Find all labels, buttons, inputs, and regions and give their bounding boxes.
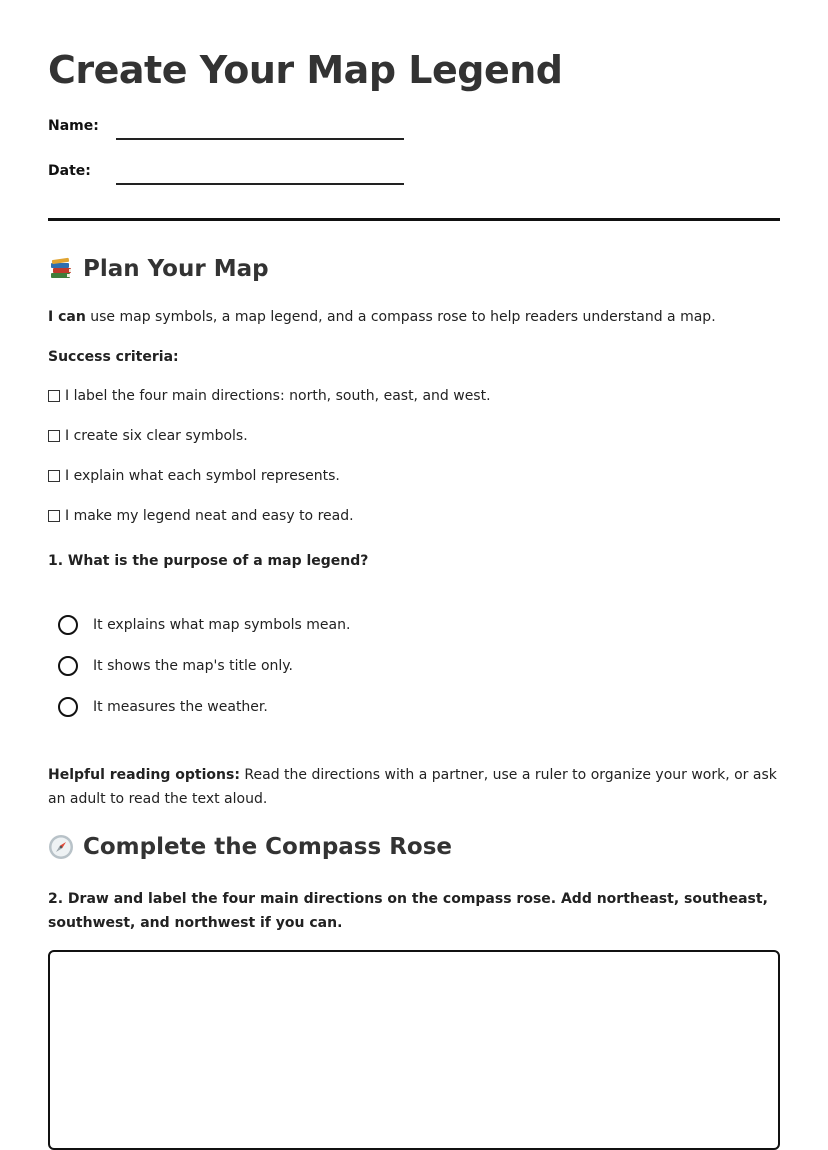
criteria-checkbox[interactable] — [48, 470, 60, 482]
question-2-prompt: 2. Draw and label the four main directions on the compass rose. Add northeast, southeast, southwest, and northwest if you can. — [48, 891, 768, 931]
criteria-item[interactable] — [48, 508, 354, 524]
helpful-reading-note — [48, 763, 780, 811]
compass-heading-text: Complete the Compass Rose — [83, 834, 452, 860]
criteria-text: I create six clear symbols. — [65, 428, 248, 444]
header-divider — [48, 218, 780, 221]
helpful-text: Read the directions with a partner, use a ruler to organize your work, or ask an adult to read the text aloud. — [48, 767, 777, 807]
compass-section-heading — [48, 834, 452, 860]
radio-button[interactable] — [58, 615, 78, 635]
date-label: Date: — [48, 163, 91, 179]
objective-lead: I can — [48, 309, 86, 325]
success-criteria-label: Success criteria: — [48, 349, 179, 365]
question-1-prompt: 1. What is the purpose of a map legend? — [48, 553, 369, 569]
answer-option[interactable] — [58, 697, 268, 717]
objective-statement — [48, 305, 780, 329]
criteria-checkbox[interactable] — [48, 510, 60, 522]
option-text: It explains what map symbols mean. — [93, 617, 351, 633]
criteria-item[interactable] — [48, 468, 340, 484]
criteria-item[interactable] — [48, 428, 248, 444]
compass-icon — [48, 834, 74, 860]
helpful-label: Helpful reading options: — [48, 767, 240, 783]
date-write-line[interactable] — [116, 183, 404, 185]
criteria-item[interactable] — [48, 388, 491, 404]
plan-section-heading — [48, 256, 269, 282]
option-text: It shows the map's title only. — [93, 658, 294, 674]
date-field[interactable] — [48, 163, 448, 187]
name-write-line[interactable] — [116, 138, 404, 140]
criteria-checkbox[interactable] — [48, 390, 60, 402]
compass-drawing-box[interactable] — [48, 950, 780, 1150]
answer-option[interactable] — [58, 615, 350, 635]
objective-text: use map symbols, a map legend, and a compass rose to help readers understand a map. — [85, 309, 716, 325]
criteria-text: I explain what each symbol represents. — [65, 468, 340, 484]
criteria-checkbox[interactable] — [48, 430, 60, 442]
plan-heading-text: Plan Your Map — [83, 256, 269, 282]
name-label: Name: — [48, 118, 99, 134]
answer-option[interactable] — [58, 656, 293, 676]
page-title: Create Your Map Legend — [48, 48, 563, 92]
criteria-text: I make my legend neat and easy to read. — [65, 508, 354, 524]
criteria-text: I label the four main directions: north, south, east, and west. — [65, 388, 491, 404]
radio-button[interactable] — [58, 656, 78, 676]
option-text: It measures the weather. — [93, 699, 268, 715]
radio-button[interactable] — [58, 697, 78, 717]
name-field[interactable] — [48, 118, 448, 142]
books-icon — [48, 256, 74, 282]
